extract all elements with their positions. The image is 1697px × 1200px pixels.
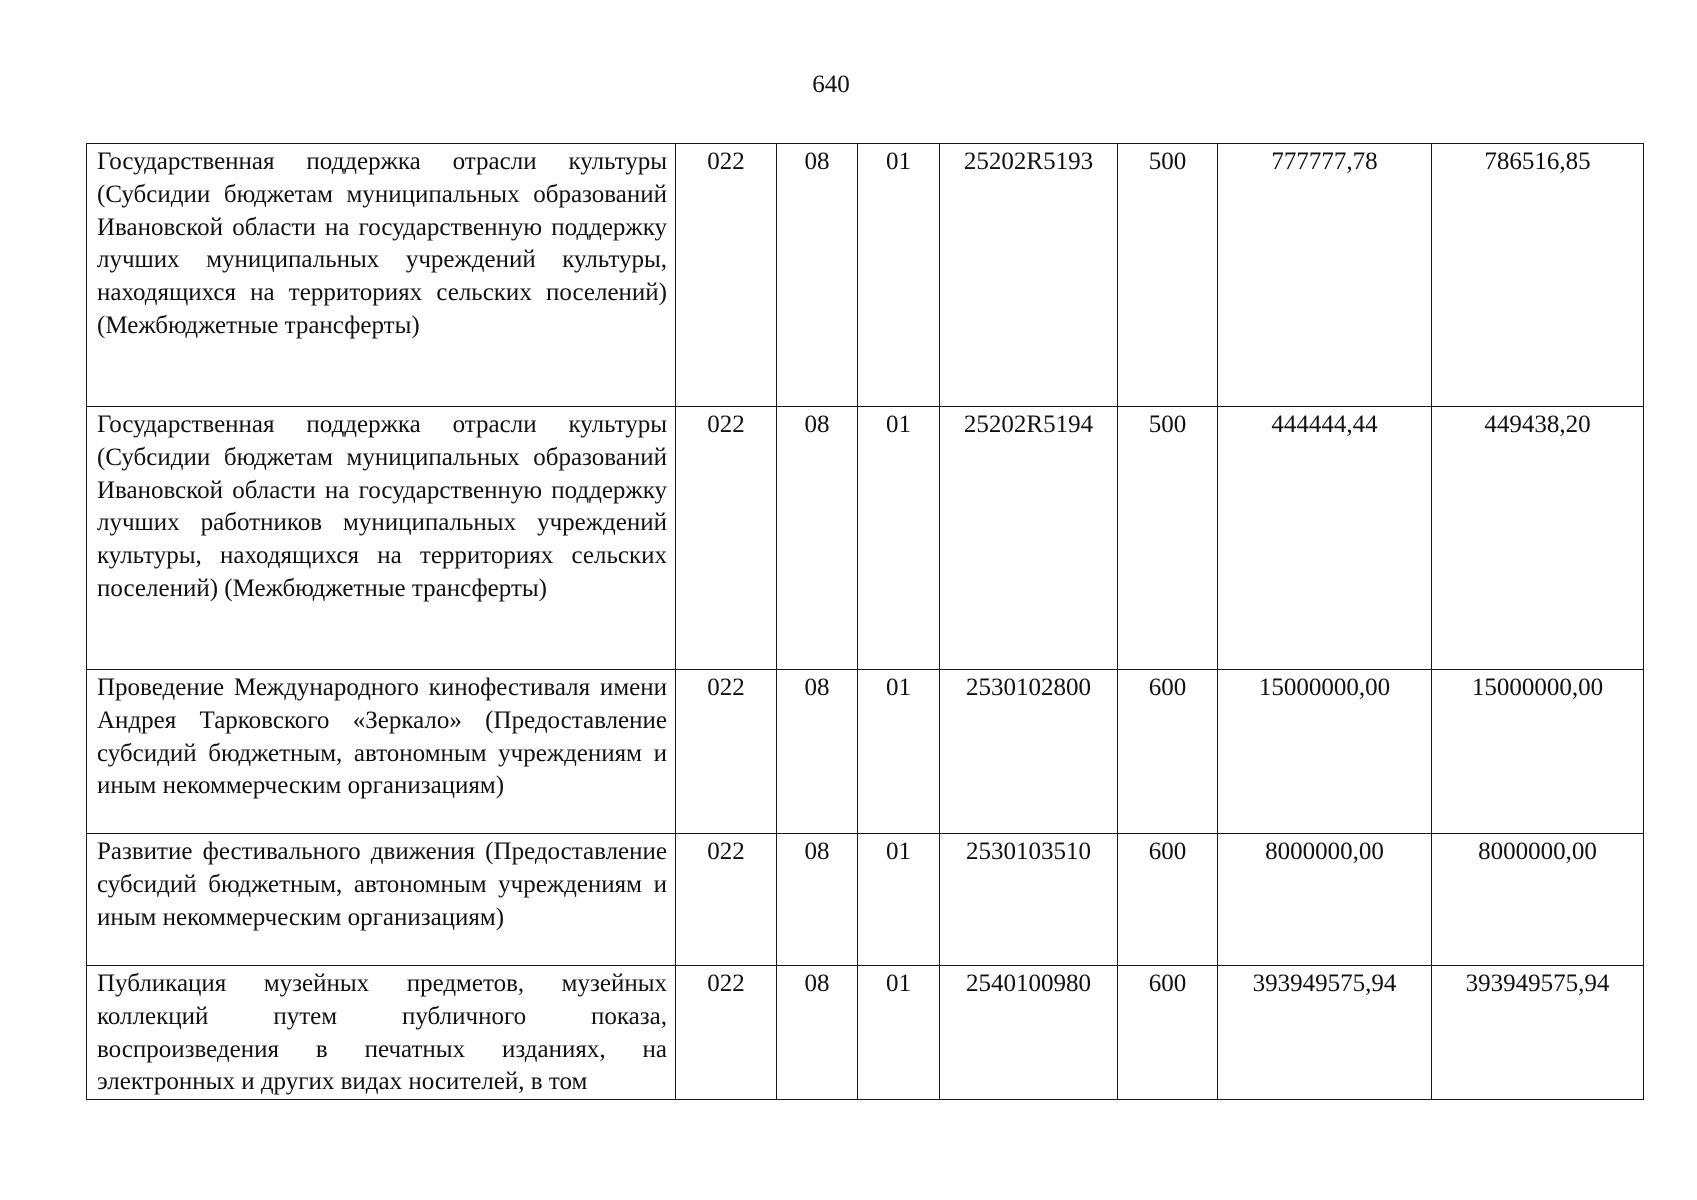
target-code-cell: 2530103510 xyxy=(940,834,1118,966)
subsection-code-cell: 01 xyxy=(858,407,940,670)
table-row xyxy=(87,834,1644,966)
table-row xyxy=(87,670,1644,834)
subsection-code-cell: 01 xyxy=(858,834,940,966)
target-code-cell: 2530102800 xyxy=(940,670,1118,834)
ministry-code-cell: 022 xyxy=(676,407,777,670)
section-code-cell: 08 xyxy=(777,966,858,1100)
target-code-cell: 2540100980 xyxy=(940,966,1118,1100)
section-code-cell: 08 xyxy=(777,144,858,407)
amount-2-cell: 393949575,94 xyxy=(1432,966,1644,1100)
ministry-code-cell: 022 xyxy=(676,670,777,834)
ministry-code-cell: 022 xyxy=(676,966,777,1100)
expense-type-cell: 600 xyxy=(1118,670,1218,834)
section-code-cell: 08 xyxy=(777,834,858,966)
subsection-code-cell: 01 xyxy=(858,966,940,1100)
amount-2-cell: 786516,85 xyxy=(1432,144,1644,407)
ministry-code-cell: 022 xyxy=(676,834,777,966)
amount-2-cell: 8000000,00 xyxy=(1432,834,1644,966)
expense-type-cell: 500 xyxy=(1118,407,1218,670)
amount-2-cell: 15000000,00 xyxy=(1432,670,1644,834)
page-number: 640 xyxy=(812,71,850,98)
expense-type-cell: 600 xyxy=(1118,834,1218,966)
table-row xyxy=(87,144,1644,407)
table-row xyxy=(87,966,1644,1100)
expense-type-cell: 500 xyxy=(1118,144,1218,407)
amount-1-cell: 444444,44 xyxy=(1218,407,1432,670)
amount-1-cell: 8000000,00 xyxy=(1218,834,1432,966)
amount-1-cell: 15000000,00 xyxy=(1218,670,1432,834)
amount-1-cell: 393949575,94 xyxy=(1218,966,1432,1100)
row-name-cell: Развитие фестивального движения (Предоставление субсидий бюджетным, автономным учреждениям и иным некоммерческим организациям) xyxy=(87,834,676,966)
section-code-cell: 08 xyxy=(777,670,858,834)
table-row xyxy=(87,407,1644,670)
row-name-cell: Государственная поддержка отрасли культуры (Субсидии бюджетам муниципальных образований Ивановской области на государственную поддержку лучших муниципальных учреждений культуры, находящихся на территориях сельских поселений) (Межбюджетные трансферты) xyxy=(87,144,676,407)
row-name-cell: Публикация музейных предметов, музейных коллекций путем публичного показа, воспроизведения в печатных изданиях, на электронных и других видах носителей, в том xyxy=(87,966,676,1100)
amount-2-cell: 449438,20 xyxy=(1432,407,1644,670)
amount-1-cell: 777777,78 xyxy=(1218,144,1432,407)
ministry-code-cell: 022 xyxy=(676,144,777,407)
target-code-cell: 25202R5193 xyxy=(940,144,1118,407)
expense-type-cell: 600 xyxy=(1118,966,1218,1100)
section-code-cell: 08 xyxy=(777,407,858,670)
row-name-cell: Государственная поддержка отрасли культуры (Субсидии бюджетам муниципальных образований Ивановской области на государственную поддержку лучших работников муниципальных учреждений культуры, находящихся на территориях сельских поселений) (Межбюджетные трансферты) xyxy=(87,407,676,670)
subsection-code-cell: 01 xyxy=(858,670,940,834)
subsection-code-cell: 01 xyxy=(858,144,940,407)
target-code-cell: 25202R5194 xyxy=(940,407,1118,670)
row-name-cell: Проведение Международного кинофестиваля имени Андрея Тарковского «Зеркало» (Предоставление субсидий бюджетным, автономным учреждениям и иным некоммерческим организациям) xyxy=(87,670,676,834)
budget-table xyxy=(86,143,1644,1100)
